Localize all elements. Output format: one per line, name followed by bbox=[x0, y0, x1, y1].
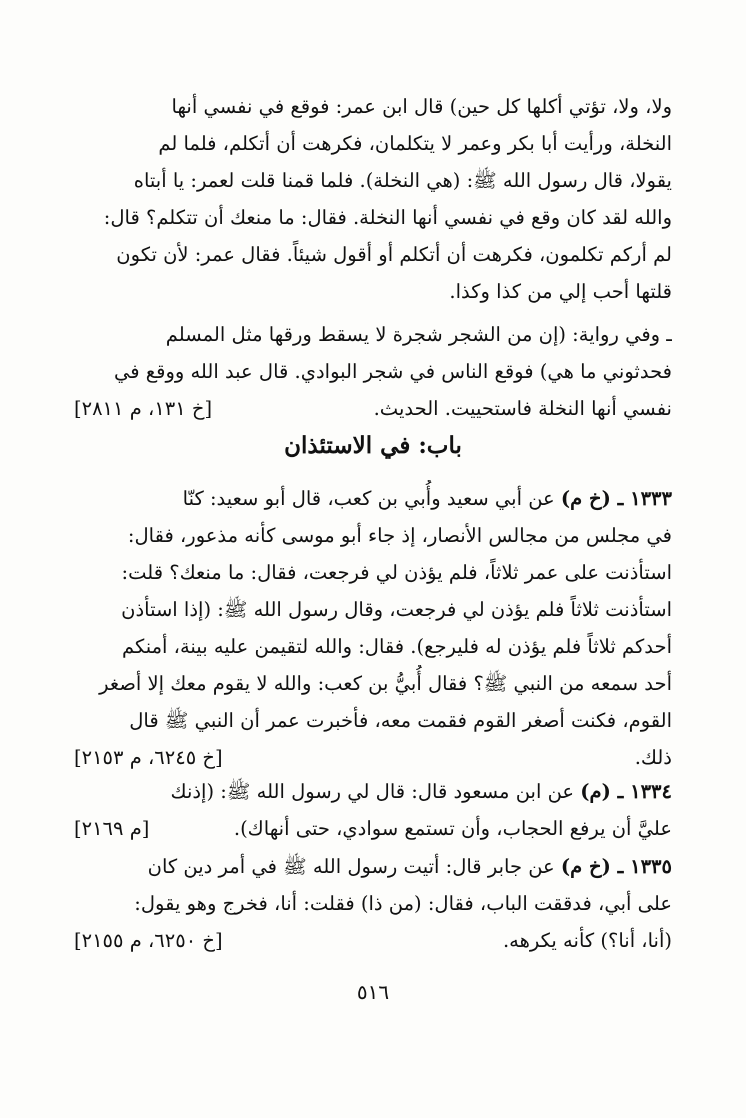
text-line bbox=[74, 773, 672, 810]
hadith-reference: [خ ٦٢٤٥، م ٢١٥٣] bbox=[74, 746, 223, 769]
text-line: في مجلس من مجالس الأنصار، إذ جاء أبو موسى كأنه مذعور، فقال: bbox=[127, 524, 672, 547]
text-fragment: عن أبي سعيد وأُبي بن كعب، قال أبو سعيد: كنّا bbox=[182, 487, 561, 510]
hadith-1333 bbox=[74, 480, 672, 776]
text-line: والله لقد كان وقع في نفسي أنها النخلة. فقال: ما منعك أن تتكلم؟ قال: bbox=[103, 206, 672, 229]
hadith-1335 bbox=[74, 848, 672, 959]
text-line: النخلة، ورأيت أبا بكر وعمر لا يتكلمان، فكرهت أن أتكلم، فلما لم bbox=[158, 132, 672, 155]
text-line: أحد سمعه من النبي ﷺ؟ فقال أُبيُّ بن كعب: والله لا يقوم معك إلا أصغر bbox=[99, 672, 672, 695]
text-fragment: ذلك. bbox=[634, 746, 672, 769]
text-line: ولا، ولا، تؤتي أكلها كل حين) قال ابن عمر: فوقع في نفسي أنها bbox=[171, 95, 672, 118]
text-fragment: (أنا، أنا؟) كأنه يكرهه. bbox=[502, 929, 672, 952]
text-line: استأذنت ثلاثاً فلم يؤذن لي فرجعت، وقال رسول الله ﷺ: (إذا استأذن bbox=[121, 598, 672, 621]
text-line-last bbox=[74, 390, 672, 427]
paragraph-riwaya bbox=[74, 316, 672, 427]
hadith-reference: [خ ٦٢٥٠، م ٢١٥٥] bbox=[74, 929, 223, 952]
text-line: استأذنت على عمر ثلاثاً، فلم يؤذن لي فرجعت، فقال: ما منعك؟ قلت: bbox=[121, 561, 672, 584]
text-fragment: عن ابن مسعود قال: قال لي رسول الله ﷺ: (إذنك bbox=[170, 780, 581, 803]
hadith-reference: [خ ١٣١، م ٢٨١١] bbox=[74, 397, 213, 420]
text-line: القوم، فكنت أصغر القوم فقمت معه، فأخبرت عمر أن النبي ﷺ قال bbox=[129, 709, 672, 732]
text-fragment: عن جابر قال: أتيت رسول الله ﷺ في أمر دين كان bbox=[147, 855, 561, 878]
text-line: فحدثوني ما هي) فوقع الناس في شجر البوادي. قال عبد الله ووقع في bbox=[113, 360, 672, 383]
text-fragment: نفسي أنها النخلة فاستحييت. الحديث. bbox=[373, 397, 672, 420]
text-line: ـ وفي رواية: (إن من الشجر شجرة لا يسقط ورقها مثل المسلم bbox=[165, 323, 672, 346]
hadith-1334 bbox=[74, 773, 672, 847]
text-line-last bbox=[74, 739, 672, 776]
text-line: يقولا، قال رسول الله ﷺ: (هي النخلة). فلما قمنا قلت لعمر: يا أبتاه bbox=[133, 169, 672, 192]
text-line: على أبي، فدققت الباب، فقال: (من ذا) فقلت: أنا، فخرج وهو يقول: bbox=[134, 892, 672, 915]
paragraph-hadith-continuation bbox=[74, 88, 672, 310]
text-line: قلتها أحب إلي من كذا وكذا. bbox=[449, 280, 672, 303]
text-fragment: عليَّ أن يرفع الحجاب، وأن تستمع سوادي، حتى أنهاك). bbox=[233, 817, 672, 840]
hadith-number: ١٣٣٥ ـ (خ م) bbox=[560, 855, 672, 878]
text-line-last bbox=[74, 810, 672, 847]
text-line: لم أركم تكلمون، فكرهت أن أتكلم أو أقول شيئاً. فقال عمر: لأن تكون bbox=[116, 243, 672, 266]
hadith-number: ١٣٣٤ ـ (م) bbox=[580, 780, 672, 803]
hadith-reference: [م ٢١٦٩] bbox=[74, 817, 150, 840]
text-line bbox=[74, 848, 672, 885]
text-line-last bbox=[74, 922, 672, 959]
text-line bbox=[74, 480, 672, 517]
hadith-number: ١٣٣٣ ـ (خ م) bbox=[560, 487, 672, 510]
chapter-title: باب: في الاستئذان bbox=[284, 432, 462, 459]
text-line: أحدكم ثلاثاً فلم يؤذن له فليرجع). فقال: والله لتقيمن عليه بينة، أمنكم bbox=[121, 635, 672, 658]
page-number: ٥١٦ bbox=[356, 980, 390, 1004]
